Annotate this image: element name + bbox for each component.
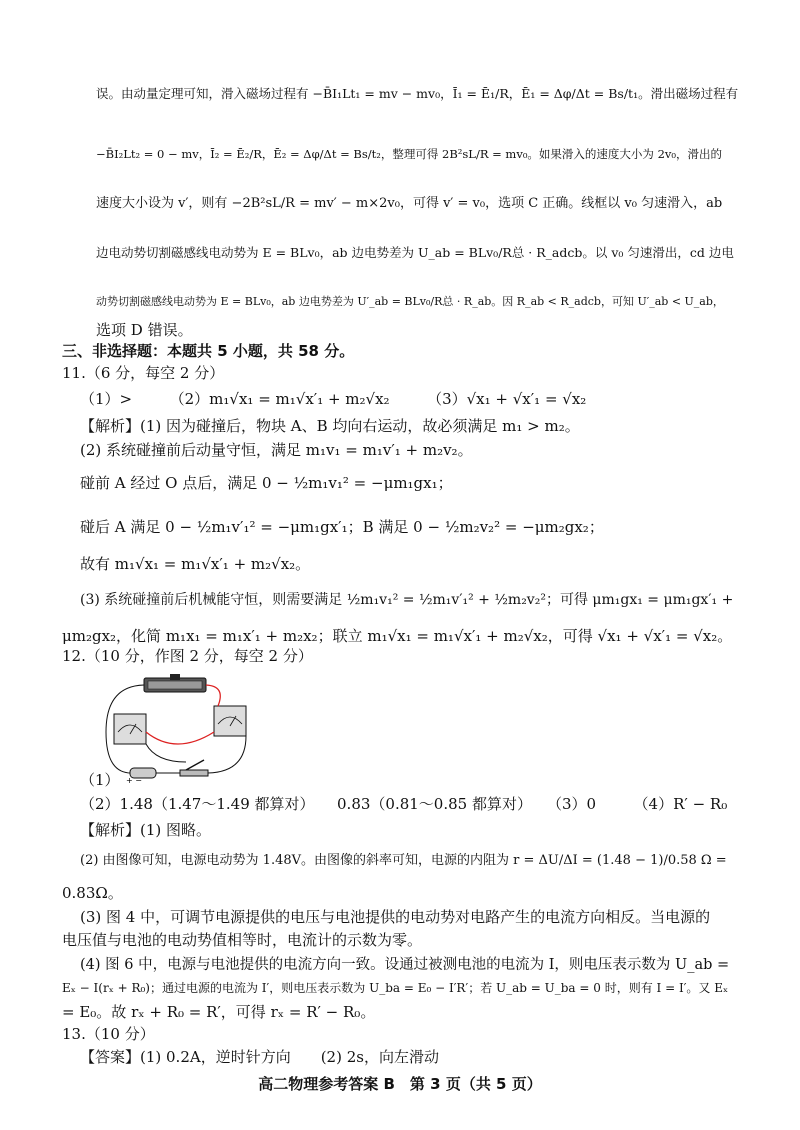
question-header: 11.（6 分，每空 2 分）: [62, 364, 225, 382]
circuit-diagram: [96, 672, 256, 784]
analysis-line: (3) 系统碰撞前后机械能守恒，则需要满足 ½m₁v₁² = ½m₁v′₁² + ½m₂v₂²；可得 μm₁gx₁ = μm₁gx′₁ +: [80, 592, 734, 608]
analysis-line: 碰后 A 满足 0 − ½m₁v′₁² = −μm₁gx′₁；B 满足 0 − ½m₂v₂² = −μm₂gx₂；: [80, 518, 604, 536]
page-footer: 高二物理参考答案 B 第 3 页（共 5 页）: [258, 1075, 542, 1093]
question-header: 12.（10 分，作图 2 分，每空 2 分）: [62, 647, 313, 665]
analysis-line: Eₓ − I(rₓ + R₀)；通过电源的电流为 I′，则电压表示数为 U_ba = E₀ − I′R′；若 U_ab = U_ba = 0 时，则有 I = I′。又 Eₓ: [62, 981, 729, 995]
analysis-line: μm₂gx₂，化简 m₁x₁ = m₁x′₁ + m₂x₂；联立 m₁√x₁ = m₁√x′₁ + m₂√x₂，可得 √x₁ + √x′₁ = √x₂。: [62, 627, 733, 645]
analysis-line: (2) 由图像可知，电源电动势为 1.48V。由图像的斜率可知，电源的内阻为 r = ΔU/ΔI = (1.48 − 1)/0.58 Ω =: [80, 853, 727, 868]
answer-line: （2）1.48（1.47～1.49 都算对） 0.83（0.81～0.85 都算对） （3）0 （4）R′ − R₀: [80, 795, 728, 813]
analysis-line: 碰前 A 经过 O 点后，满足 0 − ½m₁v₁² = −μm₁gx₁；: [80, 474, 453, 492]
analysis-line: 0.83Ω。: [62, 884, 123, 902]
ammeter: [214, 706, 246, 736]
text-line: 边电动势切割磁感线电动势为 E = BLv₀，ab 边电势差为 U_ab = BLv₀/R总 · R_adcb。以 v₀ 匀速滑出，cd 边电: [96, 245, 734, 260]
analysis-line: = E₀。故 rₓ + R₀ = R′，可得 rₓ = R′ − R₀。: [62, 1003, 376, 1021]
voltmeter: [114, 714, 146, 744]
text-line: −B̄I₂Lt₂ = 0 − mv，Ī₂ = Ē₂/R，Ē₂ = Δφ/Δt = Bs/t₂，整理可得 2B²sL/R = mv₀。如果滑入的速度大小为 2v₀，滑出的: [96, 147, 723, 161]
text-line: 误。由动量定理可知，滑入磁场过程有 −B̄I₁Lt₁ = mv − mv₀，Ī₁ = Ē₁/R，Ē₁ = Δφ/Δt = Bs/t₁。滑出磁场过程有: [96, 86, 739, 101]
question-header: 13.（10 分）: [62, 1025, 155, 1043]
text-line: 动势切割磁感线电动势为 E = BLv₀，ab 边电势差为 U′_ab = BLv₀/R总 · R_ab。因 R_ab < R_adcb，可知 U′_ab < U_ab，: [96, 295, 724, 308]
text-line: 选项 D 错误。: [96, 321, 193, 339]
analysis-line: 故有 m₁√x₁ = m₁√x′₁ + m₂√x₂。: [80, 555, 311, 573]
answer-line: 【答案】(1) 0.2A，逆时针方向 (2) 2s，向左滑动: [80, 1048, 439, 1066]
text-line: 速度大小设为 v′，则有 −2B²sL/R = mv′ − m×2v₀，可得 v′ = v₀，选项 C 正确。线框以 v₀ 匀速滑入，ab: [96, 196, 723, 211]
analysis-line: 电压值与电池的电动势值相等时，电流计的示数为零。: [62, 931, 423, 949]
analysis-line: 【解析】(1) 图略。: [80, 821, 212, 839]
svg-text:+ −: + −: [126, 776, 142, 784]
analysis-line: (3) 图 4 中，可调节电源提供的电压与电池提供的电动势对电路产生的电流方向相反。当电源的: [80, 908, 711, 926]
analysis-line: (2) 系统碰撞前后动量守恒，满足 m₁v₁ = m₁v′₁ + m₂v₂。: [80, 441, 473, 459]
answer-line: （1）: [80, 771, 120, 789]
section-heading: 三、非选择题：本题共 5 小题，共 58 分。: [62, 342, 355, 360]
answer-line: （1）> （2）m₁√x₁ = m₁√x′₁ + m₂√x₂ （3）√x₁ + √x′₁ = √x₂: [80, 390, 587, 408]
switch: [180, 770, 208, 776]
analysis-line: (4) 图 6 中，电源与电池提供的电流方向一致。设通过被测电池的电流为 I，则电压表示数为 U_ab =: [80, 957, 730, 973]
analysis-line: 【解析】(1) 因为碰撞后，物块 A、B 均向右运动，故必须满足 m₁ > m₂。: [80, 417, 580, 435]
